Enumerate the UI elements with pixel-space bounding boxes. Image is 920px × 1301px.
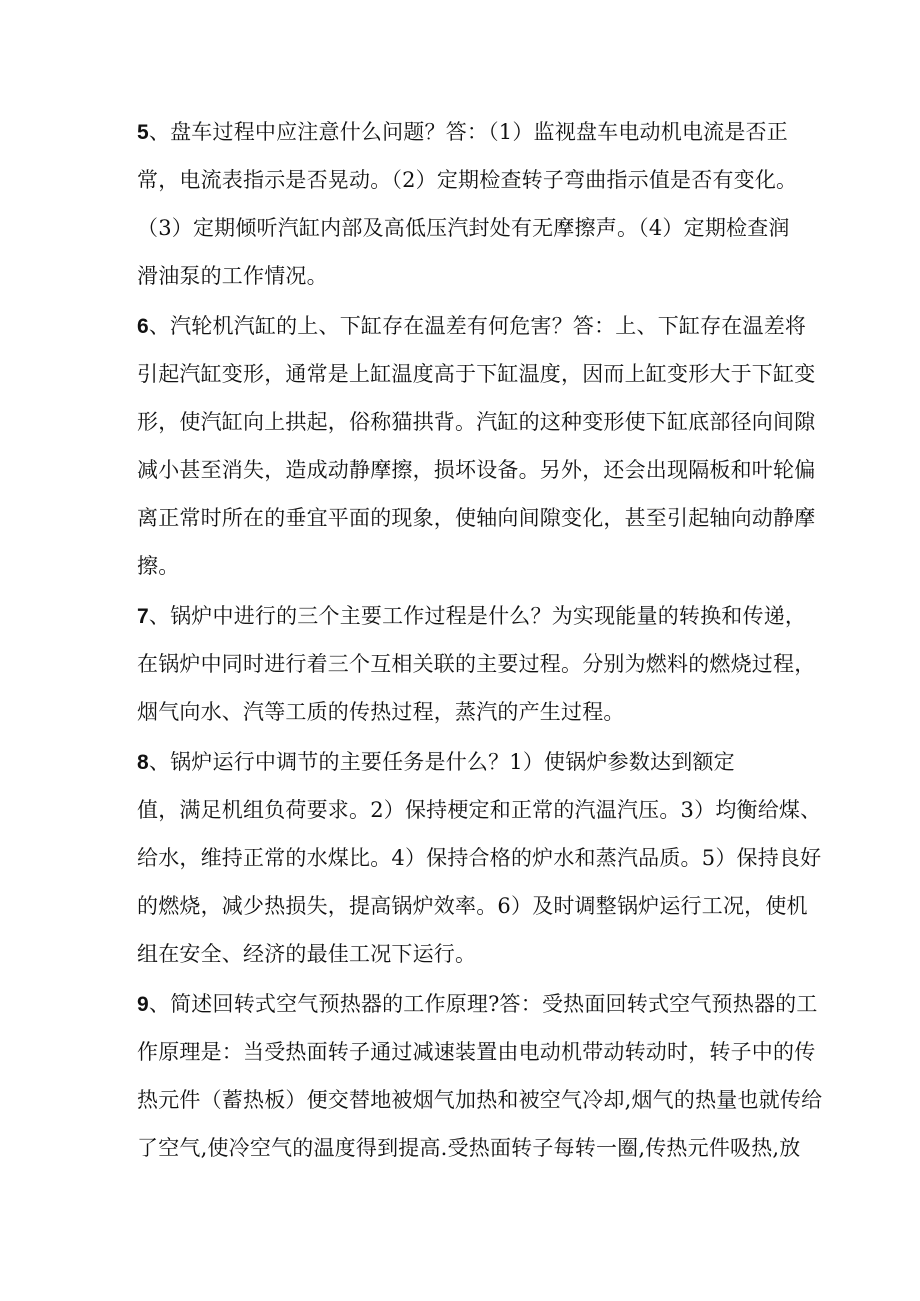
text-line: [137, 1032, 815, 1072]
line-text: 在锅炉中同时进行着三个互相关联的主要过程。分别为燃料的燃烧过程，: [137, 652, 816, 676]
text-line: [137, 354, 815, 394]
question-number: 9: [137, 993, 149, 1016]
text-line: [137, 306, 806, 346]
question-number: 5: [137, 121, 149, 144]
line-text: 、汽轮机汽缸的上、下缸存在温差有何危害？答：上、下缸存在温差将: [148, 314, 807, 338]
text-line: [137, 160, 797, 200]
line-text: 热元件（蓄热板）便交替地被烟气加热和被空气冷却,烟气的热量也就传给: [137, 1088, 823, 1112]
line-text: （3）定期倾听汽缸内部及高低压汽封处有无摩擦声。（4）定期检查润: [137, 216, 790, 240]
text-line: [137, 1128, 801, 1168]
text-line: [137, 498, 815, 538]
text-line: [137, 1080, 822, 1120]
text-line: [137, 886, 808, 926]
text-line: [137, 984, 818, 1024]
text-line: [137, 838, 821, 878]
text-line: [137, 692, 625, 732]
line-text: 、简述回转式空气预热器的工作原理?答：受热面回转式空气预热器的工: [148, 992, 818, 1016]
question-number: 6: [137, 315, 149, 338]
line-text: 、锅炉运行中调节的主要任务是什么？1）使锅炉参数达到额定: [148, 750, 735, 774]
line-text: 常，电流表指示是否晃动。（2）定期检查转子弯曲指示值是否有变化。: [137, 168, 798, 192]
line-text: 离正常时所在的垂宜平面的现象，使轴向间隙变化，甚至引起轴向动静摩: [137, 506, 816, 530]
question-number: 8: [137, 751, 149, 774]
text-line: [137, 742, 735, 782]
text-line: [137, 402, 815, 442]
line-text: 滑油泵的工作情况。: [137, 264, 328, 288]
text-line: [137, 546, 179, 586]
text-line: [137, 596, 806, 636]
text-line: [137, 934, 476, 974]
text-line: [137, 644, 815, 684]
line-text: 、盘车过程中应注意什么问题？答：（1）监视盘车电动机电流是否正: [148, 120, 788, 144]
line-text: 给水，维持正常的水煤比。4）保持合格的炉水和蒸汽品质。5）保持良好: [137, 846, 822, 870]
line-text: 值，满足机组负荷要求。2）保持梗定和正常的汽温汽压。3）均衡给煤、: [137, 798, 822, 822]
line-text: 烟气向水、汽等工质的传热过程，蒸汽的产生过程。: [137, 700, 625, 724]
text-line: [137, 208, 790, 248]
text-line: [137, 790, 821, 830]
line-text: 擦。: [137, 554, 180, 578]
line-text: 作原理是：当受热面转子通过减速装置由电动机带动转动时，转子中的传: [137, 1040, 816, 1064]
text-line: [137, 112, 788, 152]
line-text: 的燃烧，减少热损失，提高锅炉效率。6）及时调整锅炉运行工况，使机: [137, 894, 808, 918]
line-text: 引起汽缸变形，通常是上缸温度高于下缸温度，因而上缸变形大于下缸变: [137, 362, 816, 386]
line-text: 了空气,使冷空气的温度得到提高.受热面转子每转一圈,传热元件吸热,放: [137, 1136, 801, 1160]
line-text: 、锅炉中进行的三个主要工作过程是什么？为实现能量的转换和传递，: [148, 604, 807, 628]
question-number: 7: [137, 605, 149, 628]
line-text: 形，使汽缸向上拱起，俗称猫拱背。汽缸的这种变形使下缸底部径向间隙: [137, 410, 816, 434]
text-line: [137, 450, 815, 490]
line-text: 组在安全、经济的最佳工况下运行。: [137, 942, 477, 966]
text-line: [137, 256, 328, 296]
line-text: 减小甚至消失，造成动静摩擦，损坏设备。另外，还会出现隔板和叶轮偏: [137, 458, 816, 482]
